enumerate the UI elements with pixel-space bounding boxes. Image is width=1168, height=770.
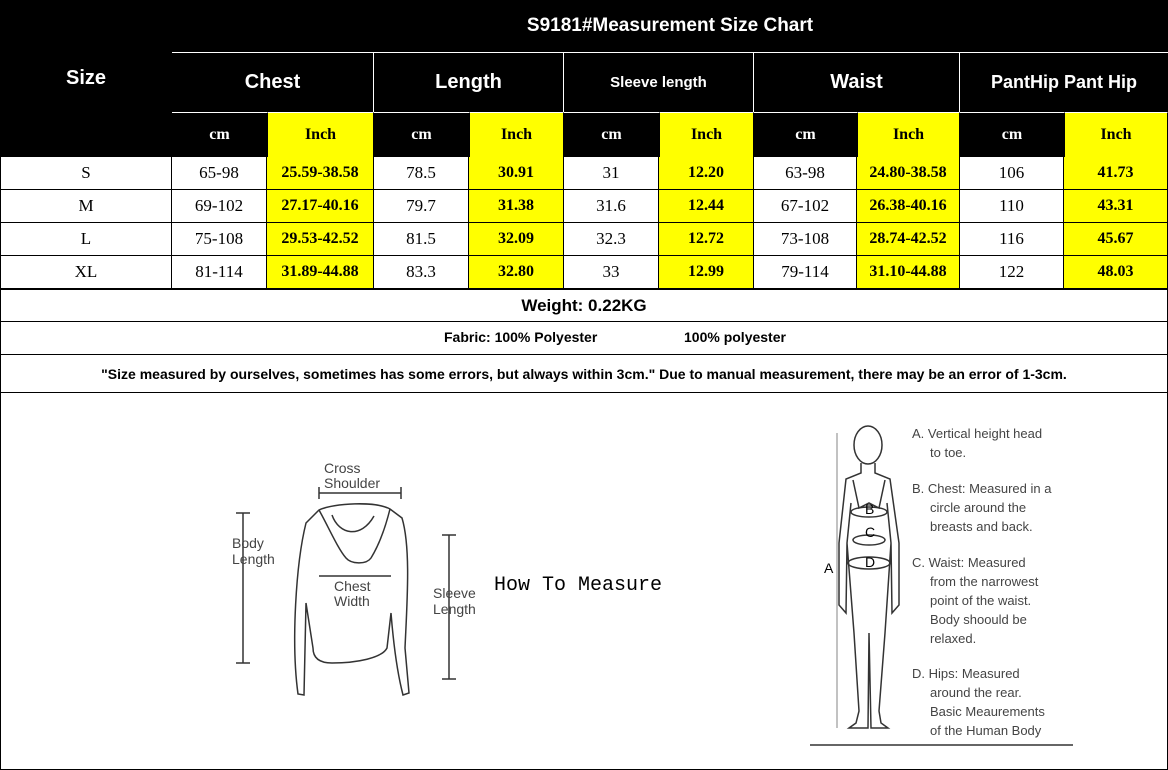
inch-value-cell: 28.74-42.52	[857, 223, 960, 256]
size-header: Size	[0, 0, 172, 157]
measurement-note-line: to toe.	[930, 445, 967, 460]
body-label: Body	[232, 535, 264, 551]
figure-head	[854, 426, 882, 464]
chart-title: S9181#Measurement Size Chart	[172, 0, 1168, 52]
unit-inch: Inch	[267, 112, 374, 157]
cm-value-cell: 33	[564, 256, 659, 289]
inch-value-cell: 32.80	[469, 256, 564, 289]
measurement-note-line: breasts and back.	[930, 519, 1033, 534]
cm-value-cell: 31	[564, 157, 659, 190]
inch-value-cell: 32.09	[469, 223, 564, 256]
measurement-note-line: point of the waist.	[930, 593, 1032, 608]
measurement-note-line: relaxed.	[930, 631, 977, 646]
column-waist: Waist	[754, 52, 960, 112]
unit-cm: cm	[172, 112, 267, 157]
letter-a: A	[824, 560, 834, 576]
inch-value-cell: 12.72	[659, 223, 754, 256]
cm-value-cell: 81-114	[172, 256, 267, 289]
measure-diagram	[0, 393, 1168, 770]
cm-value-cell: 106	[960, 157, 1064, 190]
note-row: "Size measured by ourselves, sometimes has some errors, but always within 3cm." Due to manual measurement, there may be an error of 1-3cm.	[0, 355, 1168, 393]
cm-value-cell: 110	[960, 190, 1064, 223]
chest-label: Chest	[334, 578, 371, 594]
cm-value-cell: 79-114	[754, 256, 857, 289]
measurement-note-line: D. Hips: Measured	[912, 666, 1020, 681]
unit-inch: Inch	[857, 112, 960, 157]
unit-cm: cm	[754, 112, 857, 157]
inch-value-cell: 30.91	[469, 157, 564, 190]
cm-value-cell: 83.3	[374, 256, 469, 289]
letter-c: C	[865, 524, 876, 540]
cm-value-cell: 75-108	[172, 223, 267, 256]
inch-value-cell: 27.17-40.16	[267, 190, 374, 223]
fabric-text-2: 100% polyester	[684, 329, 786, 345]
unit-cm: cm	[960, 112, 1064, 157]
measurement-note-line: around the rear.	[930, 685, 1022, 700]
measurement-note-line: Basic Meaurements	[930, 704, 1045, 719]
shoulder-label: Shoulder	[324, 475, 381, 491]
fabric-text: Fabric: 100% Polyester	[444, 329, 598, 345]
body-length-label: Length	[232, 551, 275, 567]
measurement-note-line: B. Chest: Measured in a	[912, 481, 1052, 496]
inch-value-cell: 12.44	[659, 190, 754, 223]
cm-value-cell: 63-98	[754, 157, 857, 190]
size-cell: XL	[0, 256, 172, 289]
measurement-note-line: of the Human Body	[930, 723, 1042, 738]
measurement-note-line: from the narrowest	[930, 574, 1039, 589]
sleeve-length-label: Length	[433, 601, 476, 617]
inch-value-cell: 12.99	[659, 256, 754, 289]
measurement-note-line: Body shoould be	[930, 612, 1027, 627]
cm-value-cell: 78.5	[374, 157, 469, 190]
size-cell: S	[0, 157, 172, 190]
cm-value-cell: 67-102	[754, 190, 857, 223]
cm-value-cell: 31.6	[564, 190, 659, 223]
inch-value-cell: 43.31	[1064, 190, 1168, 223]
unit-cm: cm	[374, 112, 469, 157]
measurement-illustration	[1, 393, 1167, 769]
measurement-note-line: A. Vertical height head	[912, 426, 1043, 441]
column-pant-hip: PantHip Pant Hip	[960, 52, 1168, 112]
cm-value-cell: 65-98	[172, 157, 267, 190]
inch-value-cell: 12.20	[659, 157, 754, 190]
measurement-notes	[912, 426, 1052, 738]
size-cell: M	[0, 190, 172, 223]
fabric-row	[0, 322, 1168, 355]
cm-value-cell: 32.3	[564, 223, 659, 256]
unit-inch: Inch	[1064, 112, 1168, 157]
how-to-measure-label: How To Measure	[494, 574, 663, 597]
cm-value-cell: 73-108	[754, 223, 857, 256]
column-length: Length	[374, 52, 564, 112]
inch-value-cell: 45.67	[1064, 223, 1168, 256]
unit-cm: cm	[564, 112, 659, 157]
sleeve-label: Sleeve	[433, 585, 476, 601]
width-label: Width	[334, 593, 370, 609]
inch-value-cell: 31.10-44.88	[857, 256, 960, 289]
letter-b: B	[865, 501, 875, 517]
size-cell: L	[0, 223, 172, 256]
sweater-collar-fold	[319, 509, 390, 563]
measurement-note-line: circle around the	[930, 500, 1027, 515]
inch-value-cell: 25.59-38.58	[267, 157, 374, 190]
inch-value-cell: 31.89-44.88	[267, 256, 374, 289]
inch-value-cell: 26.38-40.16	[857, 190, 960, 223]
inch-value-cell: 24.80-38.58	[857, 157, 960, 190]
measurement-note-line: C. Waist: Measured	[912, 555, 1026, 570]
inch-value-cell: 31.38	[469, 190, 564, 223]
cm-value-cell: 122	[960, 256, 1064, 289]
weight-row: Weight: 0.22KG	[0, 289, 1168, 322]
cm-value-cell: 81.5	[374, 223, 469, 256]
unit-inch: Inch	[659, 112, 754, 157]
unit-inch: Inch	[469, 112, 564, 157]
inch-value-cell: 41.73	[1064, 157, 1168, 190]
cm-value-cell: 69-102	[172, 190, 267, 223]
sweater-neckline	[332, 515, 374, 532]
column-chest: Chest	[172, 52, 374, 112]
inch-value-cell: 29.53-42.52	[267, 223, 374, 256]
cm-value-cell: 116	[960, 223, 1064, 256]
inch-value-cell: 48.03	[1064, 256, 1168, 289]
column-sleeve: Sleeve length	[564, 52, 754, 112]
letter-d: D	[865, 554, 876, 570]
cm-value-cell: 79.7	[374, 190, 469, 223]
cross-label: Cross	[324, 460, 361, 476]
